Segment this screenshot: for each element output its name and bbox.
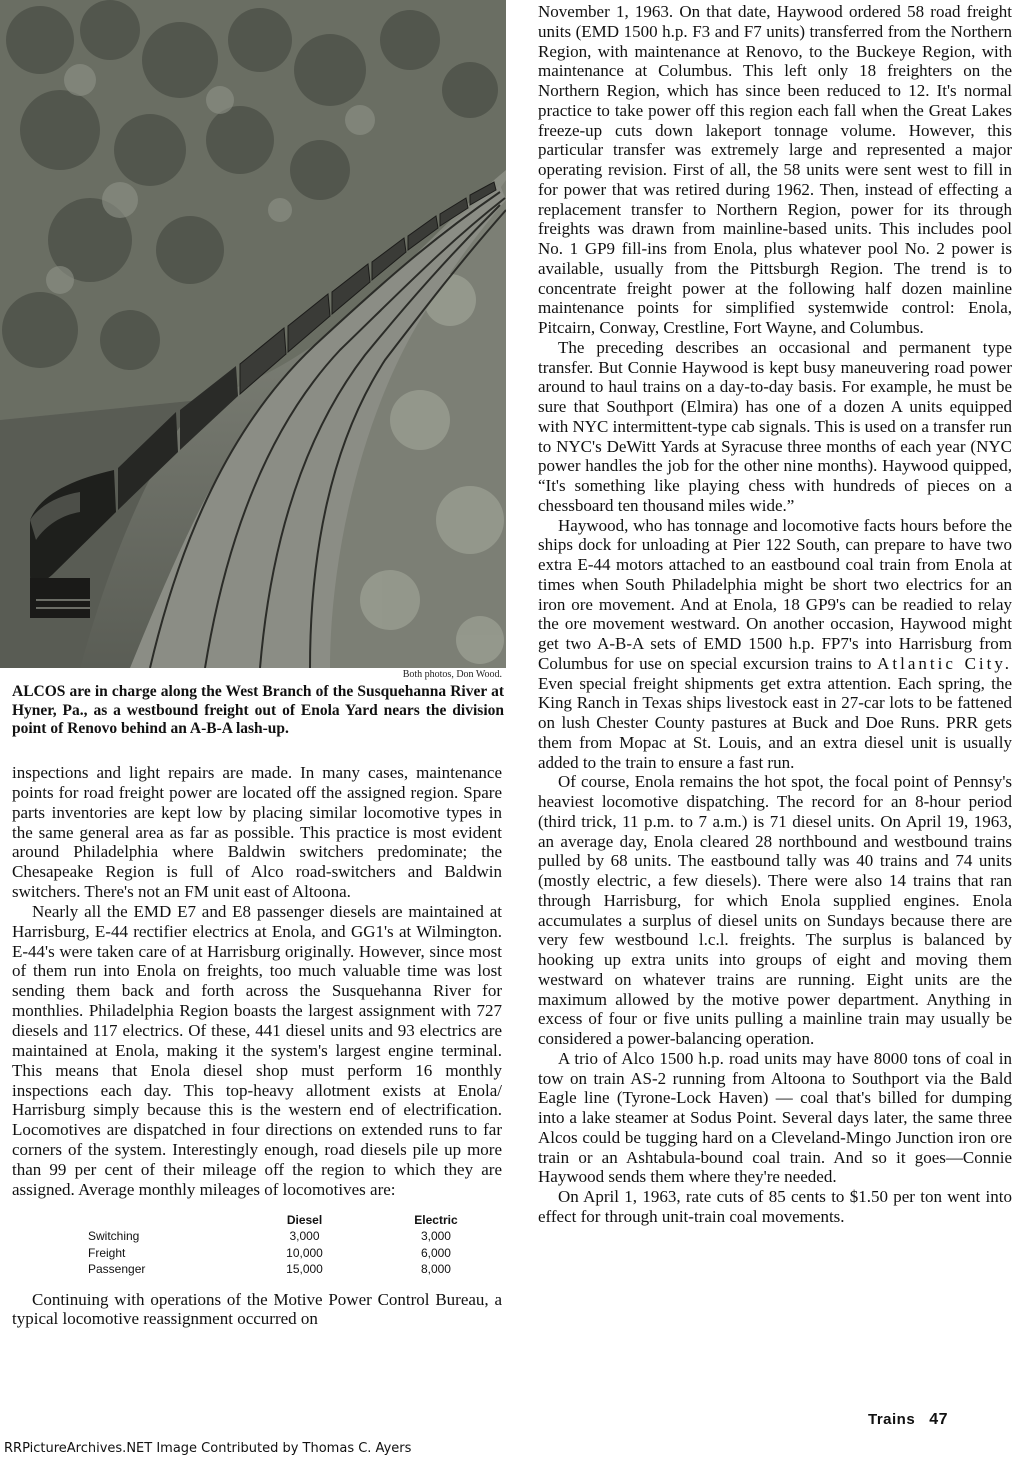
- contributor-watermark: RRPictureArchives.NET Image Contributed by Thomas C. Ayers: [4, 1441, 412, 1456]
- page-number: 47: [929, 1411, 948, 1428]
- left-paragraph-1: inspections and light repairs are made. In many cases, maintenance points for road freight power are located off the assigned region. Spare parts inventories are kept low by placing similar locomotive types in the same general area as far as possible. This practice is most evident around Philadelphia where Baldwin switchers predominate; the Chesapeake Region is full of Alco road-switchers and Baldwin switchers. There's not an FM unit east of Altoona.: [12, 763, 502, 902]
- electric-value: 6,000: [420, 1245, 451, 1260]
- table-row: [12, 1228, 502, 1245]
- right-paragraph-3-part-b: Even special freight shipments get extra attention. Each spring, the King Ranch in Texas ships livestock east in 27-car lots to be fattened on lush Chester County pastures at Buck and Doe Runs. PRR gets them from Mopac at St. Louis, and an extra diesel unit is usually added to the train to ensure a fast run.: [538, 673, 1012, 772]
- right-paragraph-4: Of course, Enola remains the hot spot, the focal point of Pennsy's heaviest locomotive dispatching. The record for an 8-hour period (third trick, 11 p.m. to 7 a.m.) is 71 diesel units. On April 19, 1963, an average day, Enola cleared 28 northbound and westbound trains pulled by 68 units. The eastbound tally was 40 trains and 74 units (mostly electric, a few diesels). There were also 14 trains that ran through Harrisburg, for which Enola supplied engines. Enola accumulates a surplus of diesel units on Sundays because there are very few westbound l.c.l. freights. The surplus is balanced by hooking up extra units into groups of eight and moving them westward on whatever trains are running. Eight units are the maximum allowed by the motive power department. Anything in excess of four or five units pulling a mainline train may usually be considered a power-balancing operation.: [538, 772, 1012, 1048]
- right-paragraph-2: The preceding describes an occasional and permanent type transfer. But Connie Haywood is kept busy maneuvering road power around to haul trains on a day-to-day basis. For example, he must be sure that Southport (Elmira) has one of a dozen A units equipped with NYC intermittent-type cab signals. This is used on a transfer run to NYC's DeWitt Yards at Syracuse three months of each year (NYC power handles the job for the other nine months). Haywood quipped, “It's something like playing chess with hundreds of pieces on a chessboard ten thousand miles wide.”: [538, 337, 1012, 515]
- mileage-table: [12, 1212, 502, 1278]
- table-header-electric: Electric: [414, 1212, 458, 1227]
- row-label: Freight: [88, 1245, 126, 1260]
- atlantic-city-text: Atlantic City.: [877, 653, 1012, 673]
- train-photo-illustration: [0, 0, 506, 668]
- right-paragraph-1: November 1, 1963. On that date, Haywood ordered 58 road freight units (EMD 1500 h.p. F3 and F7 units) transferred from the Northern Region, with maintenance at Renovo, to the Buckeye Region, with maintenance at Columbus. This left only 18 freighters on the Northern Region, which has since been reduced to 12. It's normal practice to take power off this region each fall when the Great Lakes freeze-up cuts down lakeport tonnage volume. However, this particular transfer was extremely large and represented a major operating revision. First of all, the 58 units were sent west to fill in for power that was retired during 1962. Then, instead of effecting a replacement transfer to Northern Region, power for its through freights was drawn from mainline-based units. This includes pool No. 1 GP9 fill-ins from Enola, plus whatever pool No. 2 power is available, usually from the Pittsburgh Region. The trend is to concentrate freight power at the following half dozen mainline maintenance points for simplified systemwide control: Enola, Pitcairn, Conway, Crestline, Fort Wayne, and Columbus.: [538, 2, 1012, 337]
- diesel-value: 15,000: [286, 1262, 323, 1277]
- electric-value: 3,000: [420, 1229, 451, 1244]
- row-label: Switching: [88, 1229, 140, 1244]
- page-footer: [868, 1411, 948, 1429]
- magazine-name: Trains: [868, 1411, 916, 1428]
- photo-caption: ALCOS are in charge along the West Branch of the Susquehanna River at Hyner, Pa., as a westbound freight out of Enola Yard nears the division point of Renovo behind an A-B-A lash-up.: [12, 683, 504, 737]
- photo-credit: Both photos, Don Wood.: [402, 669, 502, 680]
- left-paragraph-3: Continuing with operations of the Motive Power Control Bureau, a typical locomotive reassignment occurred on: [12, 1289, 502, 1329]
- right-paragraph-3: [538, 516, 1012, 773]
- right-paragraph-5: A trio of Alco 1500 h.p. road units may have 8000 tons of coal in tow on train AS-2 running from Altoona to Southport via the Bald Eagle line (Tyrone-Lock Haven) — coal that's billed for dumping into a lake steamer at Sodus Point. Several days later, the same three Alcos could be tugging hard on a Cleveland-Mingo Junction iron ore train or an Ashtabula-bound coal train. And so it goes—Connie Haywood sends them where they're needed.: [538, 1048, 1012, 1187]
- right-paragraph-3-part-a: Haywood, who has tonnage and locomotive facts hours before the ships dock for unloading at Pier 122 South, can prepare to have two extra E-44 motors attached to an eastbound coal train from Enola at times when South Philadelphia might be short two electrics for an iron ore movement. And at Enola, 18 GP9's can be readied to relay the ore movement westward. On another occasion, Haywood might get two A-B-A sets of EMD 1500 h.p. FP7's into Harrisburg from Columbus for use on special excursion trains to: [538, 515, 1012, 673]
- right-column: [538, 2, 1012, 1227]
- diesel-value: 10,000: [286, 1245, 323, 1260]
- row-label: Passenger: [88, 1262, 146, 1277]
- right-paragraph-6: On April 1, 1963, rate cuts of 85 cents to $1.50 per ton went into effect for through unit-train coal movements.: [538, 1187, 1012, 1226]
- table-row: [12, 1261, 502, 1278]
- table-row: [12, 1245, 502, 1262]
- train-photo: [0, 0, 506, 668]
- diesel-value: 3,000: [289, 1229, 320, 1244]
- electric-value: 8,000: [420, 1262, 451, 1277]
- table-header-diesel: Diesel: [286, 1212, 323, 1227]
- left-column: [12, 763, 502, 1329]
- left-paragraph-2: Nearly all the EMD E7 and E8 passenger diesels are maintained at Harrisburg, E-44 rectifier electrics at Enola, and GG1's at Wilmington. E-44's were taken care of at Harrisburg originally. However, since most of them run into Enola on freights, too much valuable time was lost sending them back and forth across the Susquehanna River for monthlies. Philadelphia Region boasts the largest assignment with 727 diesels and 117 electrics. Of these, 441 diesel units and 93 electrics are maintained at Enola, making it the system's largest engine terminal. This means that Enola diesel shop must perform 16 monthly inspections each day. This top-heavy allotment exists at Enola/ Harrisburg simply because this is the western end of electrification. Locomotives are dispatched in four directions on extended runs to far corners of the system. Interestingly enough, road diesels pile up more than 99 per cent of their mileage off the region to which they are assigned. Average monthly mileages of locomotives are:: [12, 901, 502, 1199]
